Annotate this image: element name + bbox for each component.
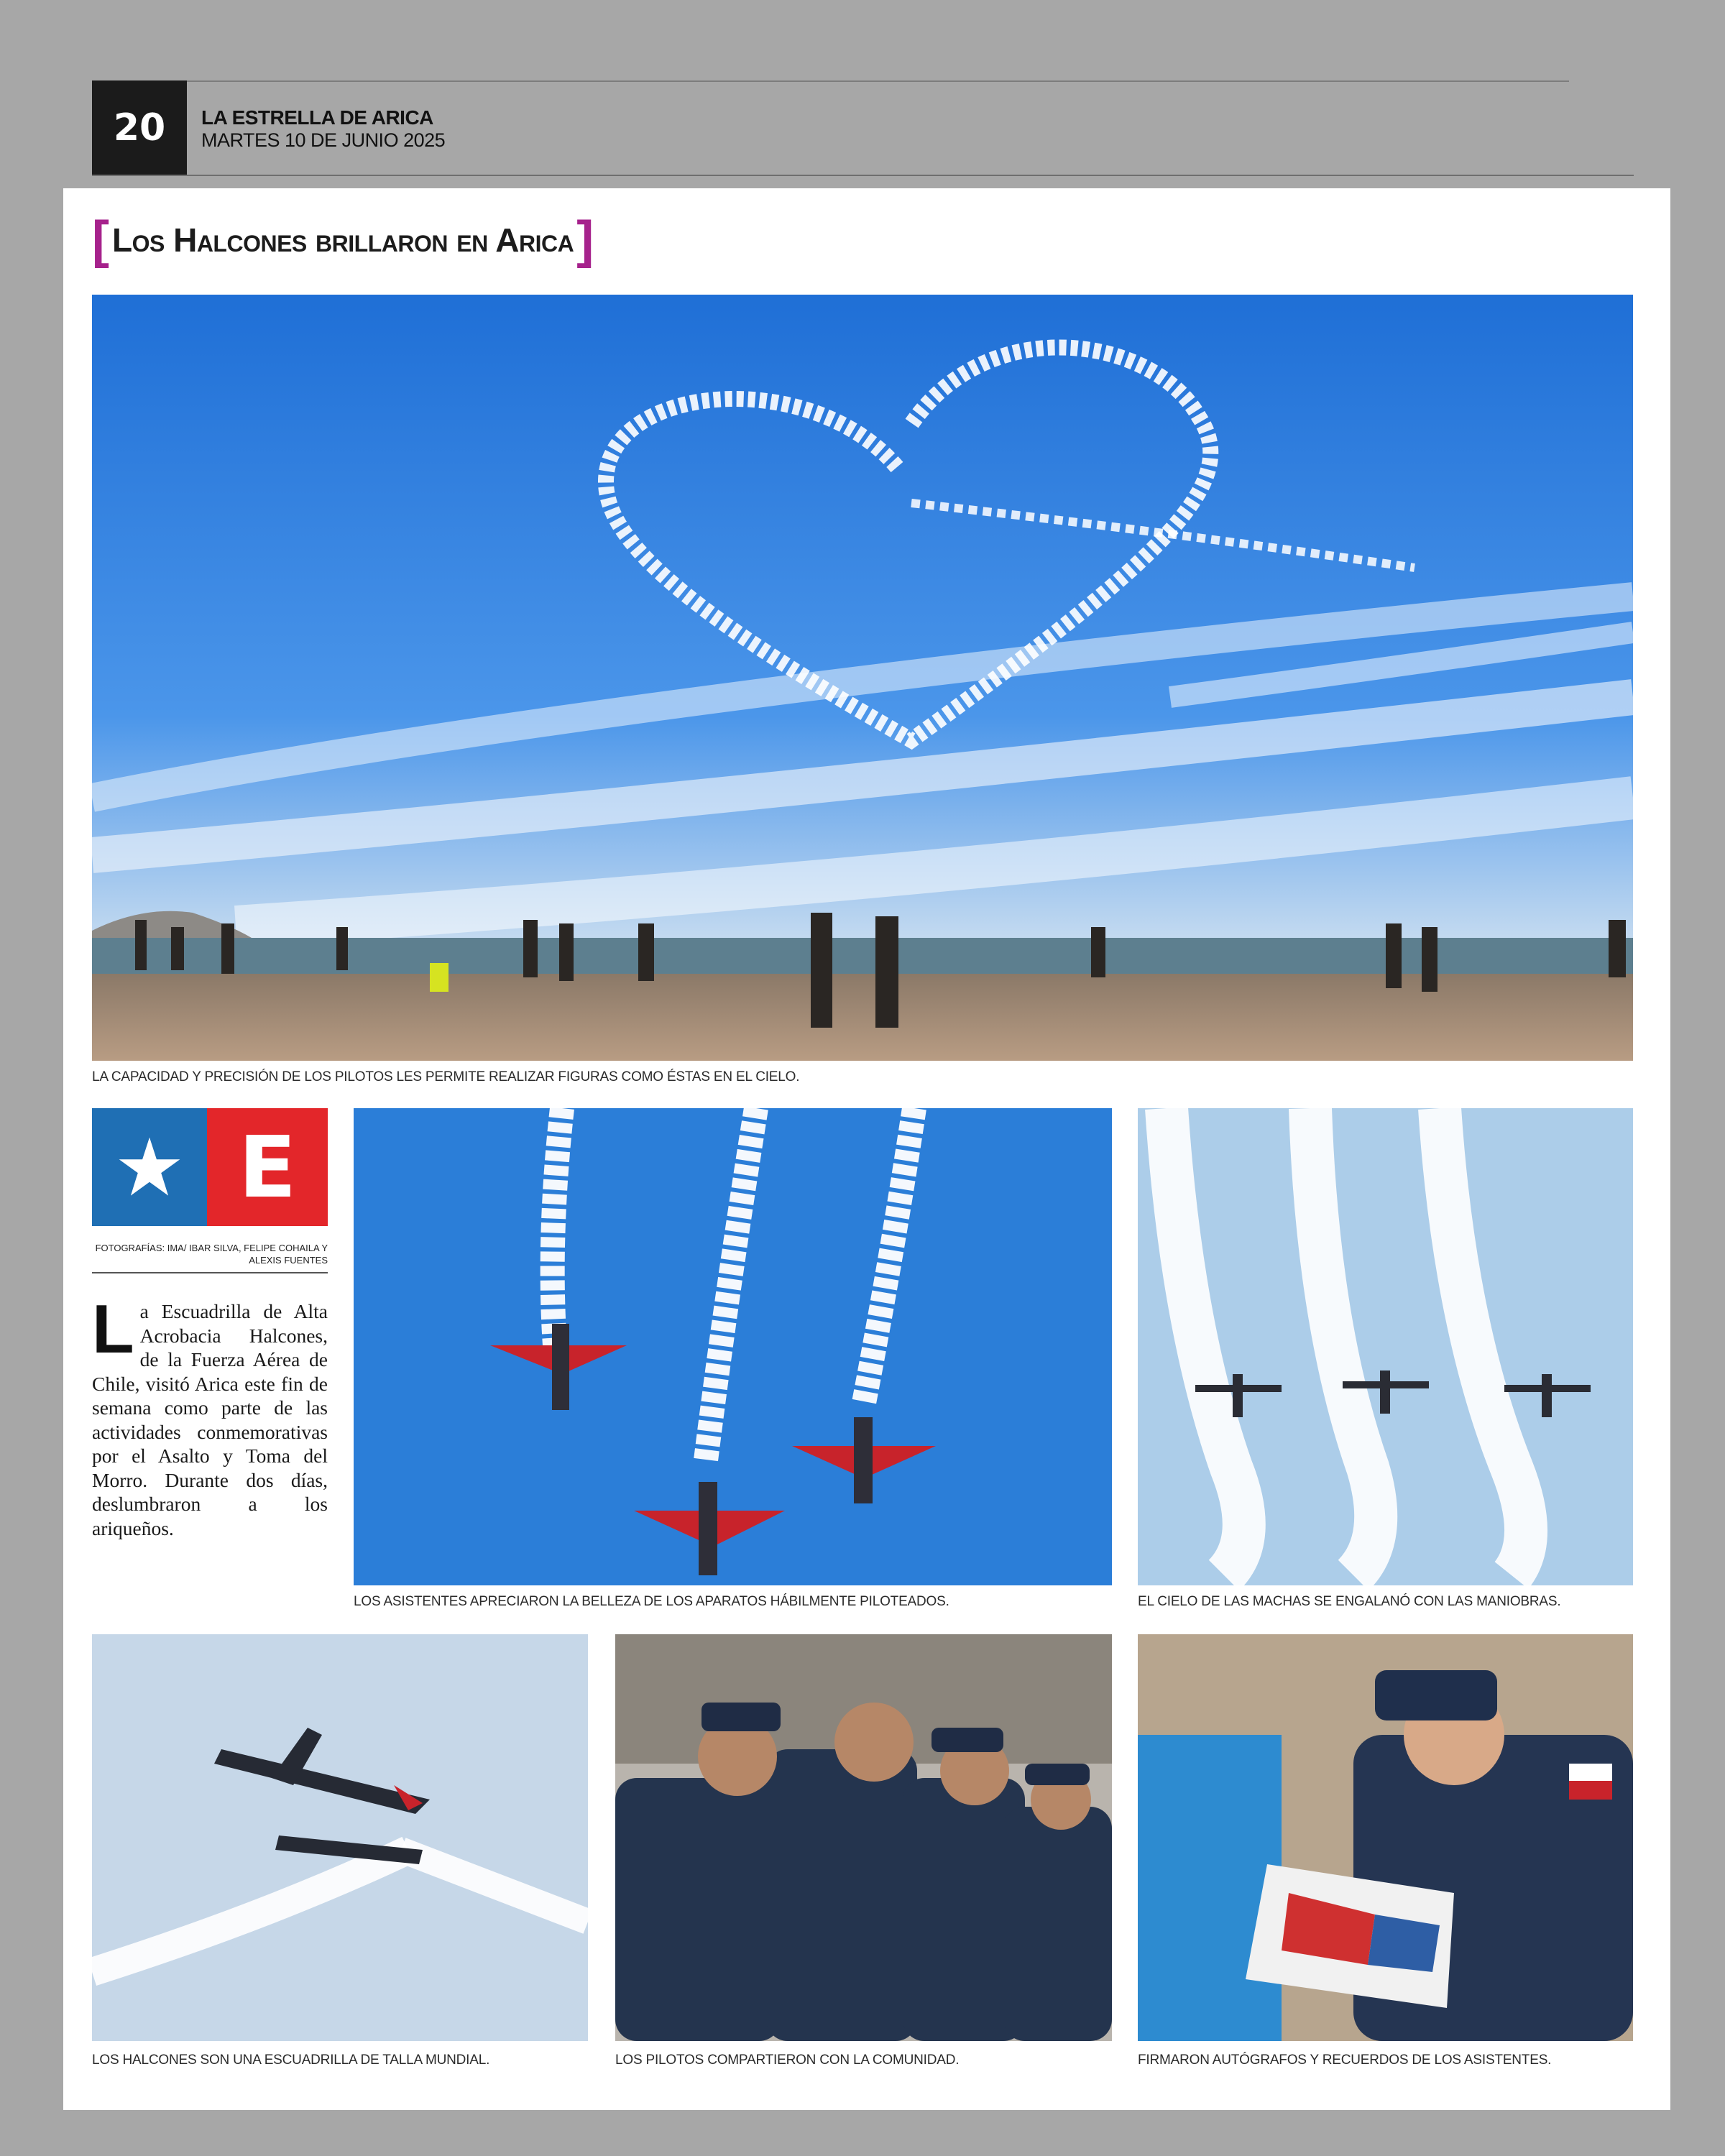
article-body xyxy=(92,1291,328,1540)
article-title xyxy=(92,213,594,267)
article-body-text: a Escuadrilla de Alta Acrobacia Halcones, de la Fuerza Aérea de Chile, visitó Arica este fin de semana como parte de las actividades conmemorativas por el Asalto y Toma del Morro. Durante dos días, deslumbraron a los ariqueños. xyxy=(92,1300,328,1539)
photo-caption-1: LOS ASISTENTES APRECIARON LA BELLEZA DE LOS APARATOS HÁBILMENTE PILOTEADOS. xyxy=(354,1594,949,1609)
photo-crossing-planes xyxy=(92,1634,588,2041)
publication-date: MARTES 10 DE JUNIO 2025 xyxy=(201,129,446,151)
title-bracket-close: ] xyxy=(576,211,594,269)
photo-credit: FOTOGRAFÍAS: IMA/ IBAR SILVA, FELIPE COHAILA Y ALEXIS FUENTES xyxy=(95,1243,328,1266)
photo-autographs xyxy=(1138,1634,1633,2041)
photo-caption-5: FIRMARON AUTÓGRAFOS Y RECUERDOS DE LOS ASISTENTES. xyxy=(1138,2053,1552,2068)
newspaper-name: LA ESTRELLA DE ARICA xyxy=(201,106,433,129)
title-bracket-open: [ xyxy=(92,211,109,269)
main-photo-caption: LA CAPACIDAD Y PRECISIÓN DE LOS PILOTOS LES PERMITE REALIZAR FIGURAS COMO ÉSTAS EN EL CIELO. xyxy=(92,1069,800,1084)
photo-caption-4: LOS PILOTOS COMPARTIERON CON LA COMUNIDAD. xyxy=(615,2053,960,2068)
drop-cap: L xyxy=(92,1291,134,1368)
main-photo-heart-skywriting xyxy=(92,295,1633,1061)
photo-caption-2: EL CIELO DE LAS MACHAS SE ENGALANÓ CON LAS MANIOBRAS. xyxy=(1138,1594,1561,1609)
logo-letter: E xyxy=(207,1108,328,1226)
title-text: Los Halcones brillaron en Arica xyxy=(111,221,574,259)
photo-caption-3: LOS HALCONES SON UNA ESCUADRILLA DE TALLA MUNDIAL. xyxy=(92,2053,490,2068)
header-rule-top xyxy=(92,80,1569,82)
page-number: 20 xyxy=(92,80,187,175)
photo-planes-formation xyxy=(1138,1108,1633,1585)
photo-pilots-walking xyxy=(615,1634,1112,2041)
credit-divider xyxy=(92,1272,328,1273)
header-rule-bottom xyxy=(92,175,1634,176)
newspaper-logo xyxy=(92,1108,328,1226)
photo-three-planes xyxy=(354,1108,1112,1585)
star-icon xyxy=(92,1108,207,1226)
